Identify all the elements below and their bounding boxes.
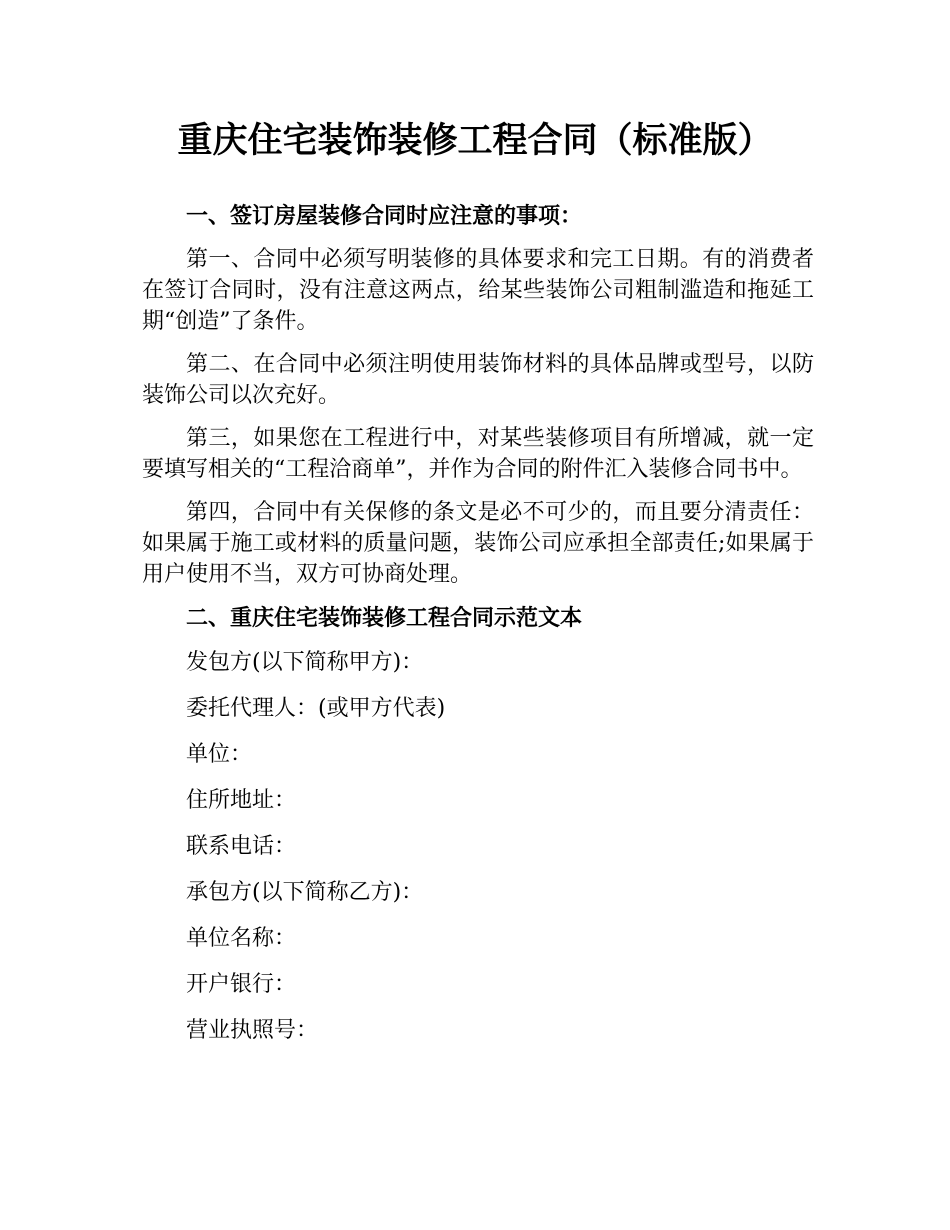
- document-body: [142, 200, 814, 1060]
- section-1-heading: 一、签订房屋装修合同时应注意的事项：: [186, 204, 583, 229]
- section-1-paragraph: 第一、合同中必须写明装修的具体要求和完工日期。有的消费者在签订合同时，没有注意这两点，给某些装饰公司粗制滥造和拖延工期“创造”了条件。: [142, 247, 814, 334]
- section-2-heading: 二、重庆住宅装饰装修工程合同示范文本: [186, 606, 583, 631]
- field-employer: 发包方(以下简称甲方)：: [186, 650, 424, 675]
- document-title: 重庆住宅装饰装修工程合同（标准版）: [177, 121, 773, 161]
- section-1-paragraph: 第二、在合同中必须注明使用装饰材料的具体品牌或型号，以防装饰公司以次充好。: [142, 352, 814, 408]
- field-license-number: 营业执照号：: [186, 1018, 319, 1043]
- field-phone: 联系电话：: [186, 834, 297, 859]
- field-bank: 开户银行：: [186, 972, 297, 997]
- section-1-paragraph: 第四，合同中有关保修的条文是必不可少的，而且要分清责任：如果属于施工或材料的质量问题，装饰公司应承担全部责任;如果属于用户使用不当，双方可协商处理。: [142, 500, 814, 587]
- field-unit: 单位：: [186, 742, 253, 767]
- field-unit-name: 单位名称：: [186, 926, 297, 951]
- field-contractor: 承包方(以下简称乙方)：: [186, 880, 424, 905]
- section-1-paragraph: 第三，如果您在工程进行中，对某些装修项目有所增减，就一定要填写相关的“工程洽商单”，并作为合同的附件汇入装修合同书中。: [142, 426, 814, 482]
- field-address: 住所地址：: [186, 788, 297, 813]
- field-agent: 委托代理人：(或甲方代表): [186, 696, 446, 721]
